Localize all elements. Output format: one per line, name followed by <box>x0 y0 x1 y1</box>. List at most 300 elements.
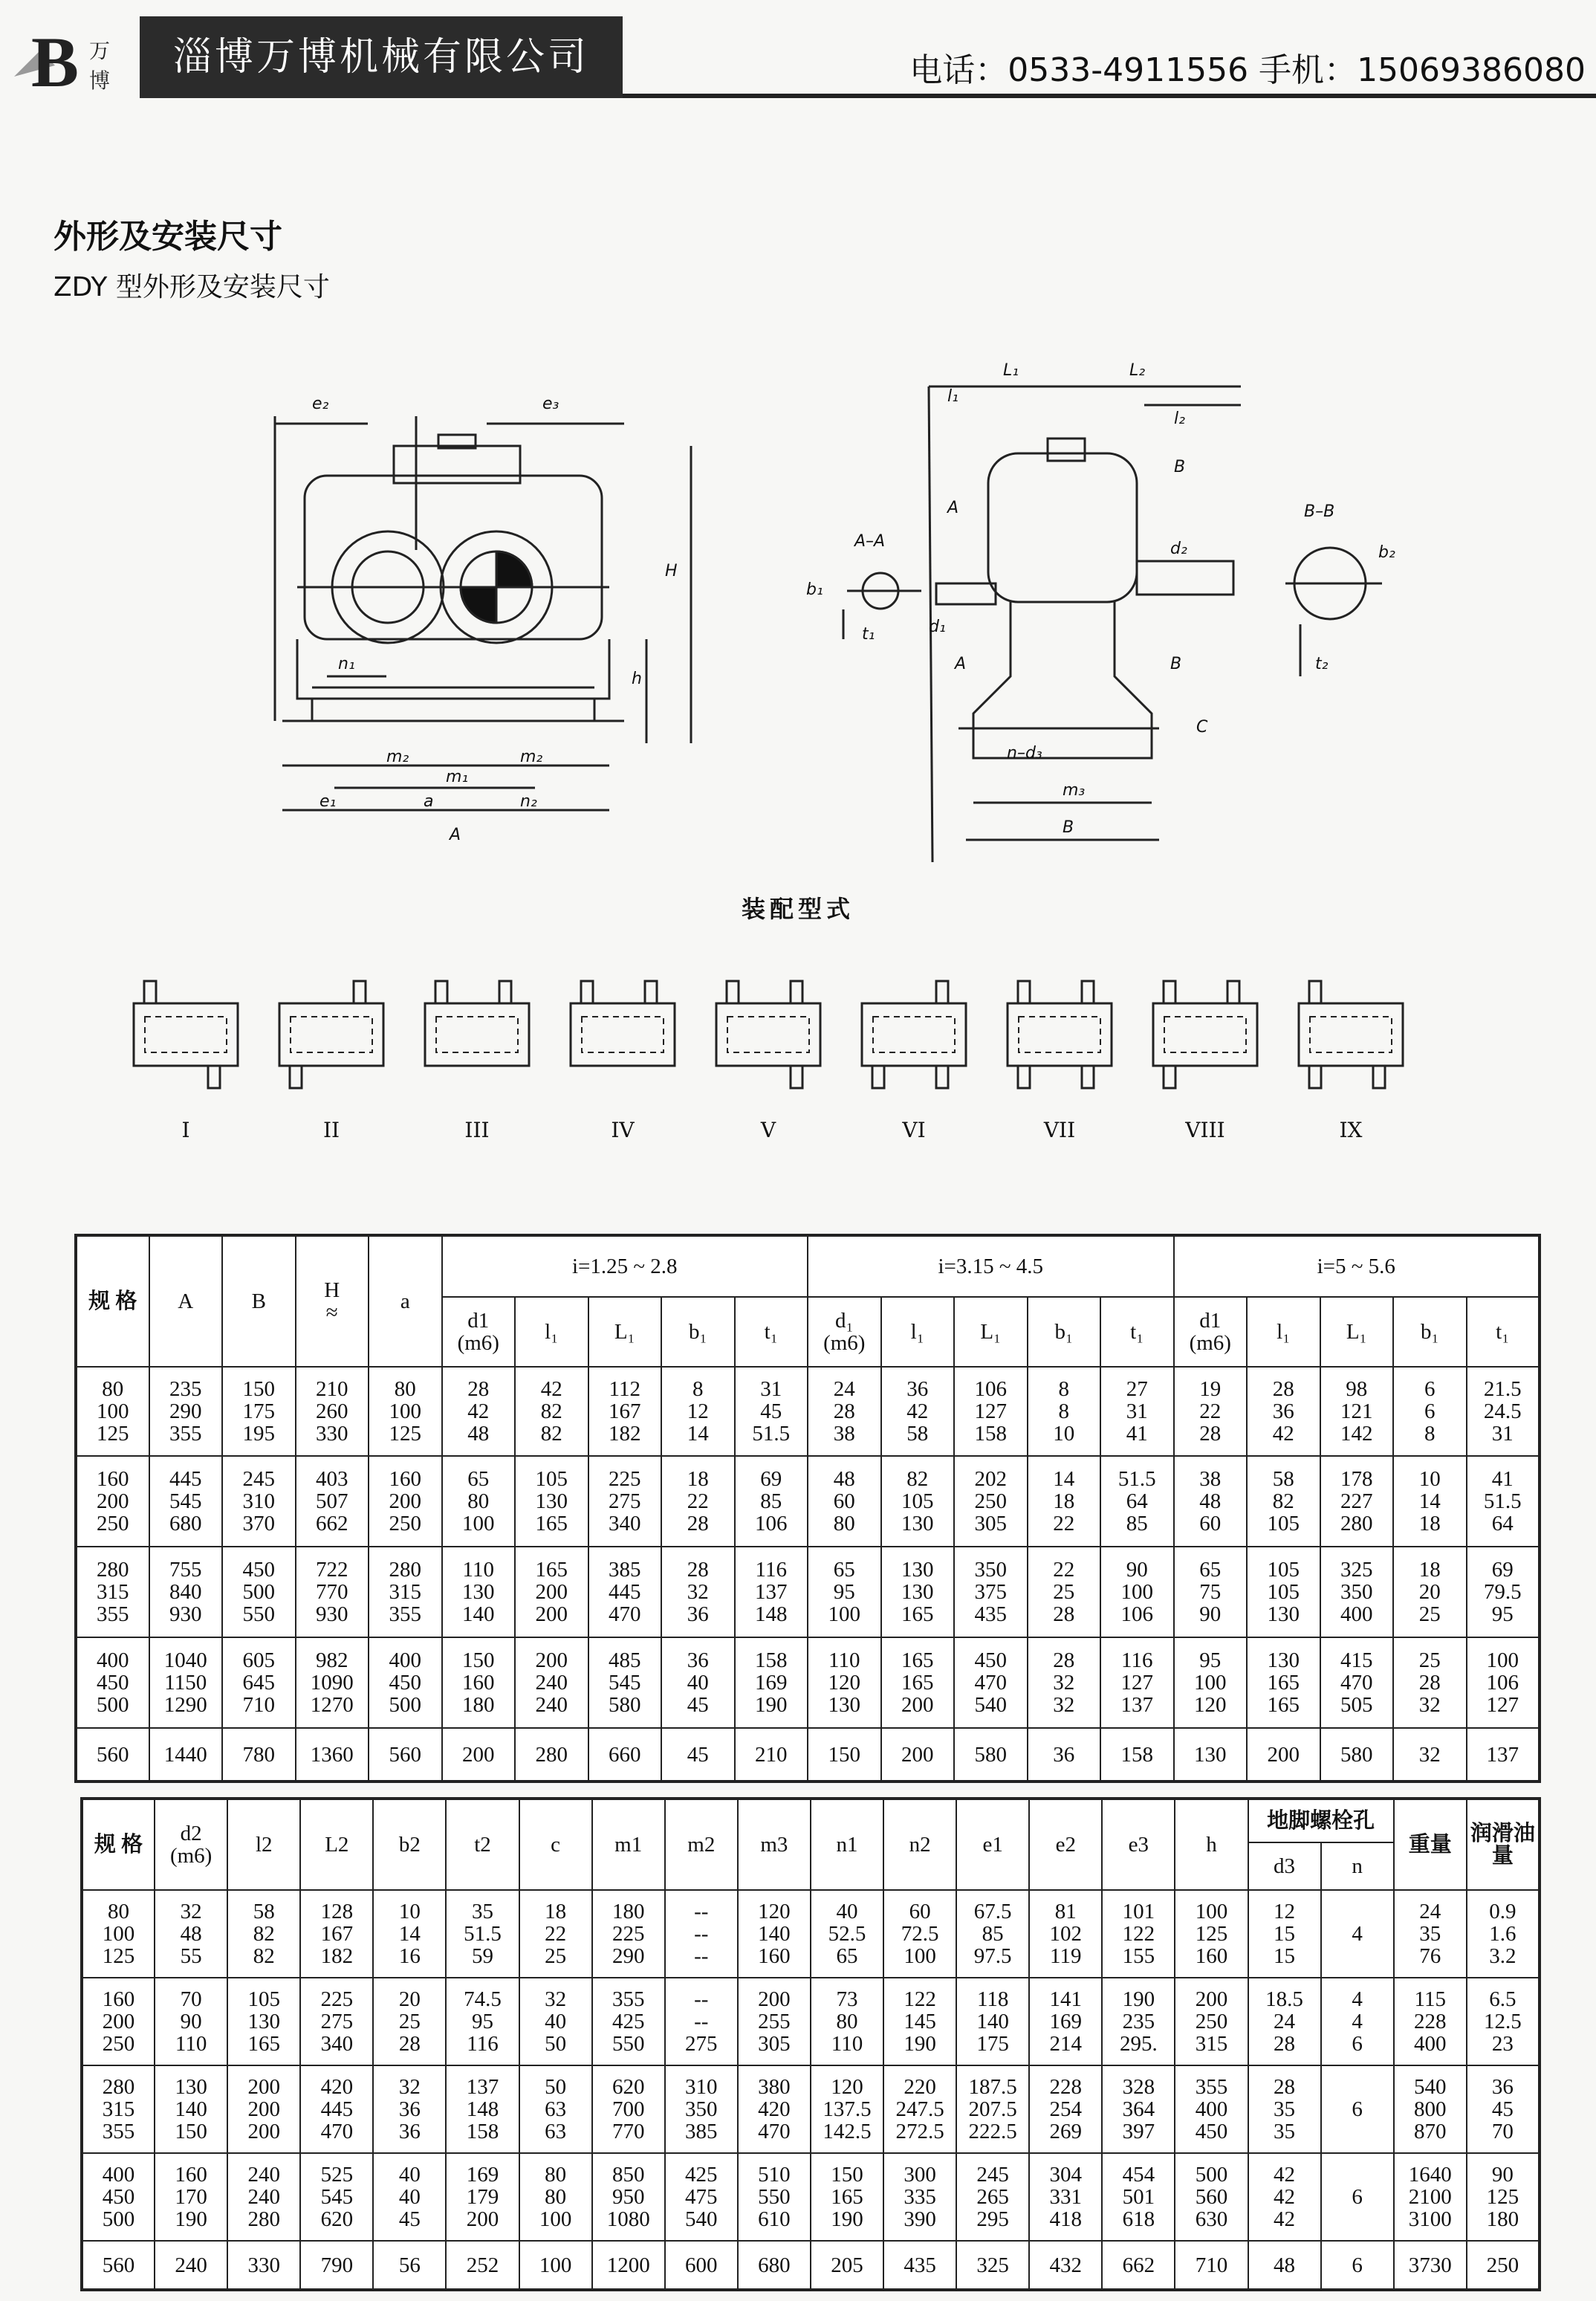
table1-cell: 45 <box>661 1728 735 1781</box>
table2-cell: 355 425 550 <box>592 1978 665 2065</box>
dim-n-d3: n–d₃ <box>1007 744 1042 763</box>
table1-cell: 1360 <box>296 1728 369 1781</box>
table1-cell: 210 <box>735 1728 808 1781</box>
table2-cell: 100 125 160 <box>1175 1890 1248 1978</box>
assembly-type <box>425 981 529 1142</box>
table1-cell: 560 <box>369 1728 442 1781</box>
table1-cell: 130 130 165 <box>881 1547 955 1637</box>
dim-n1: n₁ <box>338 655 355 673</box>
table1-row <box>76 1728 1540 1781</box>
th-g2-L1: L₁ <box>954 1297 1028 1367</box>
table1-cell: 485 545 580 <box>588 1637 662 1728</box>
table1-cell: 415 470 505 <box>1320 1637 1394 1728</box>
table1-cell: 24 28 38 <box>808 1367 881 1456</box>
table-2-body <box>82 1890 1540 2290</box>
table2-cell: 680 <box>738 2241 811 2290</box>
phone-label: 电话： <box>909 51 1008 89</box>
dim-H: H <box>665 562 678 580</box>
th2-d2: d2 (m6) <box>155 1799 227 1890</box>
th-g3-b1: b₁ <box>1393 1297 1467 1367</box>
table1-cell: 42 82 82 <box>515 1367 588 1456</box>
table2-cell: 620 700 770 <box>592 2065 665 2153</box>
table2-row <box>82 1978 1540 2065</box>
table1-cell: 150 160 180 <box>442 1637 516 1728</box>
th-g3-l1: l₁ <box>1247 1297 1320 1367</box>
dim-L1: L₁ <box>1003 361 1019 380</box>
table1-cell: 21.5 24.5 31 <box>1467 1367 1540 1456</box>
table2-cell: 200 200 200 <box>227 2065 300 2153</box>
section-mark-b-top: B <box>1174 458 1186 476</box>
table2-cell: 74.5 95 116 <box>446 1978 519 2065</box>
table2-cell: 12 15 15 <box>1248 1890 1321 1978</box>
dim-a: a <box>424 792 434 811</box>
table2-row <box>82 1890 1540 1978</box>
table1-cell: 106 127 158 <box>954 1367 1028 1456</box>
table1-cell: 1040 1150 1290 <box>149 1637 223 1728</box>
table2-cell: 32 48 55 <box>155 1890 227 1978</box>
phone-number: 0533-4911556 <box>1008 51 1249 89</box>
table2-cell: 90 125 180 <box>1467 2153 1540 2241</box>
table1-row <box>76 1367 1540 1456</box>
table1-cell: 100 106 127 <box>1467 1637 1540 1728</box>
table1-cell: 280 315 355 <box>76 1547 149 1637</box>
table2-cell: 18.5 24 28 <box>1248 1978 1321 2065</box>
table1-cell: 982 1090 1270 <box>296 1637 369 1728</box>
table1-cell: 18 22 28 <box>661 1456 735 1547</box>
table1-cell: 38 48 60 <box>1174 1456 1248 1547</box>
assembly-type-label: V <box>760 1118 776 1142</box>
table1-cell: 200 240 240 <box>515 1637 588 1728</box>
table2-cell: 425 475 540 <box>665 2153 738 2241</box>
table2-cell: 380 420 470 <box>738 2065 811 2153</box>
table2-cell: 73 80 110 <box>811 1978 883 2065</box>
table1-cell: 130 165 165 <box>1247 1637 1320 1728</box>
dim-n2: n₂ <box>520 792 537 811</box>
table1-cell: 82 105 130 <box>881 1456 955 1547</box>
table2-cell: 420 445 470 <box>300 2065 373 2153</box>
table1-cell: 210 260 330 <box>296 1367 369 1456</box>
table2-cell: 250 <box>1467 2241 1540 2290</box>
table2-cell: 32 40 50 <box>519 1978 592 2065</box>
th-g1-t1: t₁ <box>735 1297 808 1367</box>
section-aa <box>843 573 921 639</box>
table1-cell: 28 32 36 <box>661 1547 735 1637</box>
th2-h: h <box>1175 1799 1248 1890</box>
table1-cell: 31 45 51.5 <box>735 1367 808 1456</box>
dim-e3: e₃ <box>542 395 559 413</box>
table1-cell: 25 28 32 <box>1393 1637 1467 1728</box>
company-name: 淄博万博机械有限公司 <box>140 16 623 98</box>
table1-cell: 158 <box>1100 1728 1174 1781</box>
table1-cell: 8 12 14 <box>661 1367 735 1456</box>
th-g2-l1: l₁ <box>881 1297 955 1367</box>
section-subtitle: ZDY 型外形及安装尺寸 <box>53 272 330 302</box>
assembly-type <box>1008 981 1112 1142</box>
table2-cell: 101 122 155 <box>1102 1890 1175 1978</box>
dim-B: B <box>1063 818 1074 837</box>
table1-cell: 560 <box>76 1728 149 1781</box>
dim-l2: l₂ <box>1174 410 1185 428</box>
logo-text-wan: 万 <box>89 39 111 63</box>
table1-cell: 36 <box>1028 1728 1101 1781</box>
table1-cell: 110 130 140 <box>442 1547 516 1637</box>
table2-cell: 560 <box>82 2241 155 2290</box>
table1-cell: 22 25 28 <box>1028 1547 1101 1637</box>
table2-cell: 0.9 1.6 3.2 <box>1467 1890 1540 1978</box>
section-bb <box>1285 548 1382 676</box>
dim-e1: e₁ <box>319 792 337 811</box>
table1-cell: 80 100 125 <box>369 1367 442 1456</box>
table1-cell: 755 840 930 <box>149 1547 223 1637</box>
assembly-type-label: I <box>181 1118 190 1142</box>
logo-text-bo: 博 <box>89 68 111 93</box>
section-aa-label: A–A <box>854 532 886 551</box>
dim-L2: L₂ <box>1129 361 1146 380</box>
table2-cell: 200 250 315 <box>1175 1978 1248 2065</box>
table1-cell: 450 470 540 <box>954 1637 1028 1728</box>
table1-cell: 403 507 662 <box>296 1456 369 1547</box>
table2-cell: 190 235 295. <box>1102 1978 1175 2065</box>
assembly-type-label: II <box>322 1118 340 1142</box>
table1-cell: 10 14 18 <box>1393 1456 1467 1547</box>
table1-cell: 202 250 305 <box>954 1456 1028 1547</box>
table2-cell: 137 148 158 <box>446 2065 519 2153</box>
table2-cell: 6 <box>1321 2153 1394 2241</box>
table2-cell: 187.5 207.5 222.5 <box>956 2065 1029 2153</box>
table2-cell: 240 <box>155 2241 227 2290</box>
table2-cell: -- -- 275 <box>665 1978 738 2065</box>
table1-row <box>76 1547 1540 1637</box>
assembly-type <box>1299 981 1403 1142</box>
table2-cell: 40 40 45 <box>373 2153 446 2241</box>
th2-e2: e2 <box>1029 1799 1102 1890</box>
table1-cell: 6 6 8 <box>1393 1367 1467 1456</box>
table1-cell: 178 227 280 <box>1320 1456 1394 1547</box>
table2-cell: 120 137.5 142.5 <box>811 2065 883 2153</box>
table1-cell: 90 100 106 <box>1100 1547 1174 1637</box>
table2-cell: 115 228 400 <box>1394 1978 1467 2065</box>
dim-C: C <box>1196 718 1208 737</box>
table2-cell: 160 200 250 <box>82 1978 155 2065</box>
table2-cell: 1200 <box>592 2241 665 2290</box>
dimension-table-1 <box>74 1234 1541 1783</box>
table2-cell: 122 145 190 <box>883 1978 956 2065</box>
table1-cell: 32 <box>1393 1728 1467 1781</box>
mobile-label: 手机： <box>1259 51 1357 89</box>
table1-cell: 245 310 370 <box>222 1456 296 1547</box>
th-g1-d1: d1 (m6) <box>442 1297 516 1367</box>
table1-cell: 19 22 28 <box>1174 1367 1248 1456</box>
table2-cell: 105 130 165 <box>227 1978 300 2065</box>
table2-cell: 81 102 119 <box>1029 1890 1102 1978</box>
table2-cell: 67.5 85 97.5 <box>956 1890 1029 1978</box>
assembly-type <box>716 981 820 1142</box>
table1-cell: 112 167 182 <box>588 1367 662 1456</box>
th-H: H ≈ <box>296 1235 369 1367</box>
table2-cell: 180 225 290 <box>592 1890 665 1978</box>
table2-cell: 6 <box>1321 2065 1394 2153</box>
th2-bolt: 地脚螺栓孔 <box>1248 1799 1394 1842</box>
table2-cell: 850 950 1080 <box>592 2153 665 2241</box>
th-group-2: i=3.15 ~ 4.5 <box>808 1235 1174 1297</box>
assembly-type-label: III <box>464 1118 490 1142</box>
table1-cell: 116 137 148 <box>735 1547 808 1637</box>
dim-m1: m₁ <box>446 768 469 786</box>
table1-cell: 158 169 190 <box>735 1637 808 1728</box>
table1-cell: 350 375 435 <box>954 1547 1028 1637</box>
th-A: A <box>149 1235 223 1367</box>
table1-cell: 8 8 10 <box>1028 1367 1101 1456</box>
table2-cell: 6.5 12.5 23 <box>1467 1978 1540 2065</box>
table1-cell: 780 <box>222 1728 296 1781</box>
mobile-number: 15069386080 <box>1357 51 1586 89</box>
th-g2-d1: d₁ (m6) <box>808 1297 881 1367</box>
table1-cell: 235 290 355 <box>149 1367 223 1456</box>
table2-cell: 42 42 42 <box>1248 2153 1321 2241</box>
table2-cell: 35 51.5 59 <box>446 1890 519 1978</box>
table2-cell: 60 72.5 100 <box>883 1890 956 1978</box>
th-g3-d1: d1 (m6) <box>1174 1297 1248 1367</box>
assembly-type-label: VII <box>1043 1118 1076 1142</box>
table2-row <box>82 2065 1540 2153</box>
section-mark-a-top: A <box>947 499 959 517</box>
th2-weight: 重量 <box>1394 1799 1467 1890</box>
table-1-body <box>76 1367 1540 1781</box>
contact-info <box>909 43 1586 91</box>
th-g1-L1: L₁ <box>588 1297 662 1367</box>
table2-cell: 4 4 6 <box>1321 1978 1394 2065</box>
assembly-type <box>134 981 238 1142</box>
table1-cell: 580 <box>954 1728 1028 1781</box>
assembly-type-label: VI <box>902 1118 926 1142</box>
th-g3-t1: t₁ <box>1467 1297 1540 1367</box>
table2-cell: 240 240 280 <box>227 2153 300 2241</box>
table1-cell: 51.5 64 85 <box>1100 1456 1174 1547</box>
table1-cell: 225 275 340 <box>588 1456 662 1547</box>
table2-cell: 50 63 63 <box>519 2065 592 2153</box>
table2-row <box>82 2153 1540 2241</box>
table2-cell: 220 247.5 272.5 <box>883 2065 956 2153</box>
table2-cell: 118 140 175 <box>956 1978 1029 2065</box>
table1-cell: 69 79.5 95 <box>1467 1547 1540 1637</box>
th-g1-l1: l₁ <box>515 1297 588 1367</box>
table2-cell: 4 <box>1321 1890 1394 1978</box>
table2-cell: 10 14 16 <box>373 1890 446 1978</box>
table2-cell: 328 364 397 <box>1102 2065 1175 2153</box>
table1-cell: 36 42 58 <box>881 1367 955 1456</box>
dim-e2: e₂ <box>312 395 329 413</box>
table1-cell: 14 18 22 <box>1028 1456 1101 1547</box>
table1-cell: 165 165 200 <box>881 1637 955 1728</box>
th-g2-t1: t₁ <box>1100 1297 1174 1367</box>
table1-row <box>76 1456 1540 1547</box>
assembly-type <box>1153 981 1257 1142</box>
table2-cell: 48 <box>1248 2241 1321 2290</box>
table2-cell: 100 <box>519 2241 592 2290</box>
table1-cell: 28 32 32 <box>1028 1637 1101 1728</box>
table2-cell: 600 <box>665 2241 738 2290</box>
dim-t2: t₂ <box>1315 655 1329 673</box>
table2-cell: 325 <box>956 2241 1029 2290</box>
th-group-3: i=5 ~ 5.6 <box>1174 1235 1540 1297</box>
table2-cell: 310 350 385 <box>665 2065 738 2153</box>
table2-cell: 432 <box>1029 2241 1102 2290</box>
assembly-type-label: IX <box>1339 1118 1363 1142</box>
dim-b2: b₂ <box>1378 543 1395 562</box>
outline-drawing <box>0 327 1596 1293</box>
table2-cell: 200 255 305 <box>738 1978 811 2065</box>
table1-cell: 200 <box>1247 1728 1320 1781</box>
table2-cell: 355 400 450 <box>1175 2065 1248 2153</box>
th2-b2: b2 <box>373 1799 446 1890</box>
table2-cell: 525 545 620 <box>300 2153 373 2241</box>
th2-n: n <box>1321 1842 1394 1890</box>
th-g3-L1: L₁ <box>1320 1297 1394 1367</box>
table1-cell: 36 40 45 <box>661 1637 735 1728</box>
section-mark-b-bottom: B <box>1170 655 1182 673</box>
table2-cell: 130 140 150 <box>155 2065 227 2153</box>
assembly-title: 装配型式 <box>741 895 854 923</box>
table2-cell: 141 169 214 <box>1029 1978 1102 2065</box>
dim-t1: t₁ <box>862 625 875 644</box>
table1-cell: 605 645 710 <box>222 1637 296 1728</box>
front-view <box>275 416 691 810</box>
table2-cell: 80 100 125 <box>82 1890 155 1978</box>
table1-cell: 130 <box>1174 1728 1248 1781</box>
table2-cell: 24 35 76 <box>1394 1890 1467 1978</box>
table1-cell: 660 <box>588 1728 662 1781</box>
table1-cell: 105 105 130 <box>1247 1547 1320 1637</box>
assembly-type-label: VIII <box>1185 1118 1225 1142</box>
table2-cell: 128 167 182 <box>300 1890 373 1978</box>
header-rule <box>623 94 1596 98</box>
th2-m2: m2 <box>665 1799 738 1890</box>
table2-cell: 3730 <box>1394 2241 1467 2290</box>
table2-row <box>82 2241 1540 2290</box>
table1-cell: 98 121 142 <box>1320 1367 1394 1456</box>
table1-cell: 280 <box>515 1728 588 1781</box>
table2-cell: 710 <box>1175 2241 1248 2290</box>
section-bb-label: B–B <box>1304 502 1335 521</box>
dim-l1: l₁ <box>947 387 958 406</box>
th-g1-b1: b₁ <box>661 1297 735 1367</box>
dim-m2-right: m₂ <box>520 748 543 766</box>
table2-cell: 28 35 35 <box>1248 2065 1321 2153</box>
th-group-1: i=1.25 ~ 2.8 <box>442 1235 808 1297</box>
th2-t2: t2 <box>446 1799 519 1890</box>
table1-cell: 27 31 41 <box>1100 1367 1174 1456</box>
table1-cell: 48 60 80 <box>808 1456 881 1547</box>
th2-n1: n1 <box>811 1799 883 1890</box>
table1-cell: 445 545 680 <box>149 1456 223 1547</box>
table2-cell: 58 82 82 <box>227 1890 300 1978</box>
th2-l2: l2 <box>227 1799 300 1890</box>
table1-cell: 95 100 120 <box>1174 1637 1248 1728</box>
table2-cell: 40 52.5 65 <box>811 1890 883 1978</box>
table1-cell: 385 445 470 <box>588 1547 662 1637</box>
company-logo <box>10 21 122 103</box>
dimension-table-2 <box>80 1797 1541 2291</box>
th-g2-b1: b₁ <box>1028 1297 1101 1367</box>
table1-cell: 200 <box>442 1728 516 1781</box>
table2-cell: 330 <box>227 2241 300 2290</box>
table1-cell: 200 <box>881 1728 955 1781</box>
table2-cell: 540 800 870 <box>1394 2065 1467 2153</box>
dim-A: A <box>450 826 461 844</box>
assembly-type <box>571 981 675 1142</box>
table2-cell: 36 45 70 <box>1467 2065 1540 2153</box>
table2-cell: 252 <box>446 2241 519 2290</box>
table1-cell: 160 200 250 <box>369 1456 442 1547</box>
table1-cell: 165 200 200 <box>515 1547 588 1637</box>
table1-cell: 105 130 165 <box>515 1456 588 1547</box>
table2-cell: 169 179 200 <box>446 2153 519 2241</box>
th2-e1: e1 <box>956 1799 1029 1890</box>
table2-cell: 32 36 36 <box>373 2065 446 2153</box>
table1-cell: 280 315 355 <box>369 1547 442 1637</box>
table1-cell: 41 51.5 64 <box>1467 1456 1540 1547</box>
table1-cell: 18 20 25 <box>1393 1547 1467 1637</box>
table1-cell: 65 75 90 <box>1174 1547 1248 1637</box>
th2-spec: 规 格 <box>82 1799 155 1890</box>
table2-cell: 280 315 355 <box>82 2065 155 2153</box>
table1-cell: 580 <box>1320 1728 1394 1781</box>
table2-cell: -- -- -- <box>665 1890 738 1978</box>
table2-cell: 454 501 618 <box>1102 2153 1175 2241</box>
assembly-type <box>279 981 383 1142</box>
table1-cell: 65 80 100 <box>442 1456 516 1547</box>
table2-cell: 435 <box>883 2241 956 2290</box>
table1-cell: 137 <box>1467 1728 1540 1781</box>
table1-row <box>76 1637 1540 1728</box>
table1-cell: 65 95 100 <box>808 1547 881 1637</box>
assembly-type-label: IV <box>611 1118 635 1142</box>
table2-cell: 790 <box>300 2241 373 2290</box>
table1-cell: 69 85 106 <box>735 1456 808 1547</box>
table2-cell: 205 <box>811 2241 883 2290</box>
table2-cell: 1640 2100 3100 <box>1394 2153 1467 2241</box>
th2-d3: d3 <box>1248 1842 1321 1890</box>
table2-cell: 245 265 295 <box>956 2153 1029 2241</box>
table2-cell: 400 450 500 <box>82 2153 155 2241</box>
th2-L2: L2 <box>300 1799 373 1890</box>
table1-cell: 1440 <box>149 1728 223 1781</box>
th2-e3: e3 <box>1102 1799 1175 1890</box>
section-title: 外形及安装尺寸 <box>53 218 282 256</box>
th2-oil: 润滑油量 <box>1467 1799 1540 1890</box>
dim-d1: d₁ <box>929 618 946 636</box>
table2-cell: 300 335 390 <box>883 2153 956 2241</box>
table2-cell: 6 <box>1321 2241 1394 2290</box>
th2-m1: m1 <box>592 1799 665 1890</box>
dim-b1: b₁ <box>806 580 823 599</box>
th-spec: 规 格 <box>76 1235 149 1367</box>
dim-h: h <box>632 670 642 688</box>
th2-c: c <box>519 1799 592 1890</box>
logo-glyph: B <box>31 22 80 102</box>
table2-cell: 56 <box>373 2241 446 2290</box>
table1-cell: 28 42 48 <box>442 1367 516 1456</box>
th-a: a <box>369 1235 442 1367</box>
th2-n2: n2 <box>883 1799 956 1890</box>
table1-cell: 150 175 195 <box>222 1367 296 1456</box>
table2-cell: 500 560 630 <box>1175 2153 1248 2241</box>
table2-cell: 160 170 190 <box>155 2153 227 2241</box>
table2-cell: 150 165 190 <box>811 2153 883 2241</box>
table2-cell: 304 331 418 <box>1029 2153 1102 2241</box>
th-B: B <box>222 1235 296 1367</box>
dim-m2-left: m₂ <box>386 748 409 766</box>
